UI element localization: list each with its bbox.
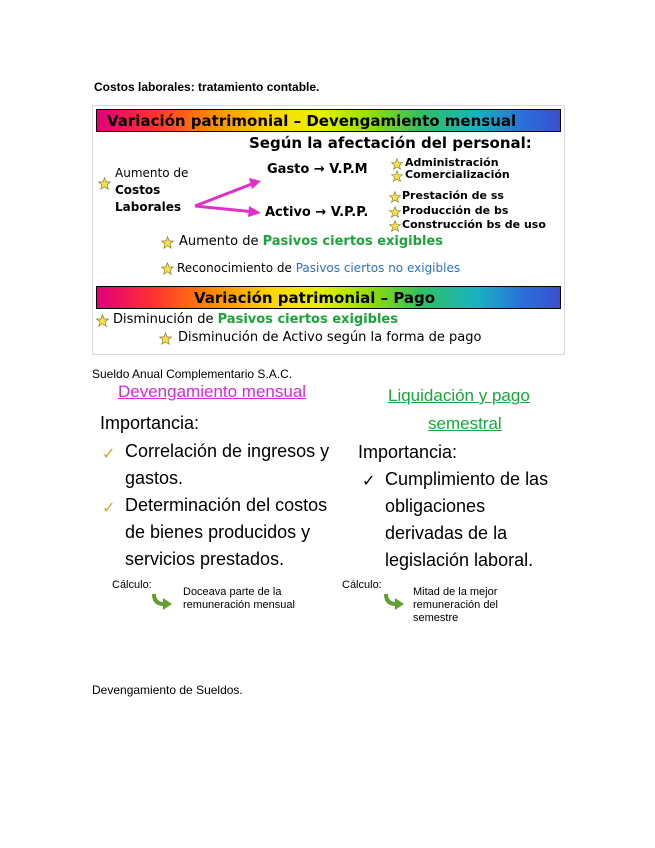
right-importance: Importancia: <box>358 442 458 462</box>
caption-devengamiento: Devengamiento de Sueldos. <box>92 683 243 697</box>
gasto-vpm: Gasto → V.P.M <box>267 162 368 177</box>
right-bullet-line3: derivadas de la <box>385 523 508 543</box>
left-calculo-label: Cálculo: <box>112 579 152 591</box>
band-pago-title: Variación patrimonial – Pago <box>194 289 436 307</box>
right-bullet-line1: Cumplimiento de las <box>385 469 549 489</box>
disminucion-pasivos: Disminución de Pasivos ciertos exigibles <box>113 312 398 327</box>
checkmark-icon: ✓ <box>102 446 116 463</box>
star-icon <box>389 206 401 218</box>
left-calculo-line1: Doceava parte de la <box>183 586 282 598</box>
star-icon <box>391 158 403 170</box>
left-bullet2-line1: Determinación del costos <box>125 495 328 515</box>
aumento-costos-line2: Costos <box>115 183 161 197</box>
checkmark-icon: ✓ <box>102 500 116 517</box>
gasto-item-comercializacion: Comercialización <box>405 168 510 181</box>
disminucion-activo: Disminución de Activo según la forma de pago <box>178 330 482 345</box>
activo-item-construccion: Construcción bs de uso <box>402 218 546 231</box>
right-calculo-line2: remuneración del <box>413 599 498 611</box>
caption-sac: Sueldo Anual Complementario S.A.C. <box>92 367 293 381</box>
activo-vpp: Activo → V.P.P. <box>265 205 369 220</box>
left-importance: Importancia: <box>100 413 200 433</box>
aumento-pasivos: Aumento de Pasivos ciertos exigibles <box>179 234 443 249</box>
slide-sac <box>92 378 572 648</box>
fork-arrows-icon <box>193 176 263 218</box>
activo-item-produccion: Producción de bs <box>402 204 509 217</box>
star-icon <box>161 236 174 249</box>
gasto-item-administracion: Administración <box>405 156 499 169</box>
band-devengamiento <box>96 109 561 132</box>
left-calculo-line2: remuneración mensual <box>183 599 295 611</box>
document-heading: Costos laborales: tratamiento contable. <box>94 80 320 94</box>
right-calculo-line3: semestre <box>413 612 459 624</box>
star-icon <box>159 332 172 345</box>
afectacion-subtitle: Según la afectación del personal: <box>249 134 532 152</box>
band-pago <box>96 286 561 309</box>
aumento-costos-line1: Aumento de <box>115 166 189 180</box>
right-title-line2: semestral <box>428 414 502 433</box>
star-icon <box>389 220 401 232</box>
star-icon <box>389 191 401 203</box>
star-icon <box>96 314 109 327</box>
reconocimiento-pasivos: Reconocimiento de Pasivos ciertos no exigibles <box>177 261 461 275</box>
u-turn-arrow-icon <box>382 590 406 610</box>
checkmark-icon: ✓ <box>362 473 376 490</box>
left-bullet2-line2: de bienes producidos y <box>125 522 311 542</box>
slide-variacion-patrimonial <box>92 105 565 355</box>
u-turn-arrow-icon <box>150 590 174 610</box>
band-devengamiento-title: Variación patrimonial – Devengamiento mensual <box>107 112 517 130</box>
aumento-costos-line3: Laborales <box>115 200 181 214</box>
left-bullet1-line2: gastos. <box>125 468 184 488</box>
star-icon <box>391 170 403 182</box>
star-icon <box>98 177 111 190</box>
left-title: Devengamiento mensual <box>118 382 307 401</box>
left-bullet2-line3: servicios prestados. <box>125 549 285 569</box>
right-title-line1: Liquidación y pago <box>388 386 530 405</box>
activo-item-prestacion: Prestación de ss <box>402 189 504 202</box>
right-calculo-label: Cálculo: <box>342 579 382 591</box>
right-bullet-line2: obligaciones <box>385 496 486 516</box>
left-bullet1-line1: Correlación de ingresos y <box>125 441 330 461</box>
star-icon <box>161 262 174 275</box>
right-calculo-line1: Mitad de la mejor <box>413 586 498 598</box>
right-bullet-line4: legislación laboral. <box>385 550 534 570</box>
